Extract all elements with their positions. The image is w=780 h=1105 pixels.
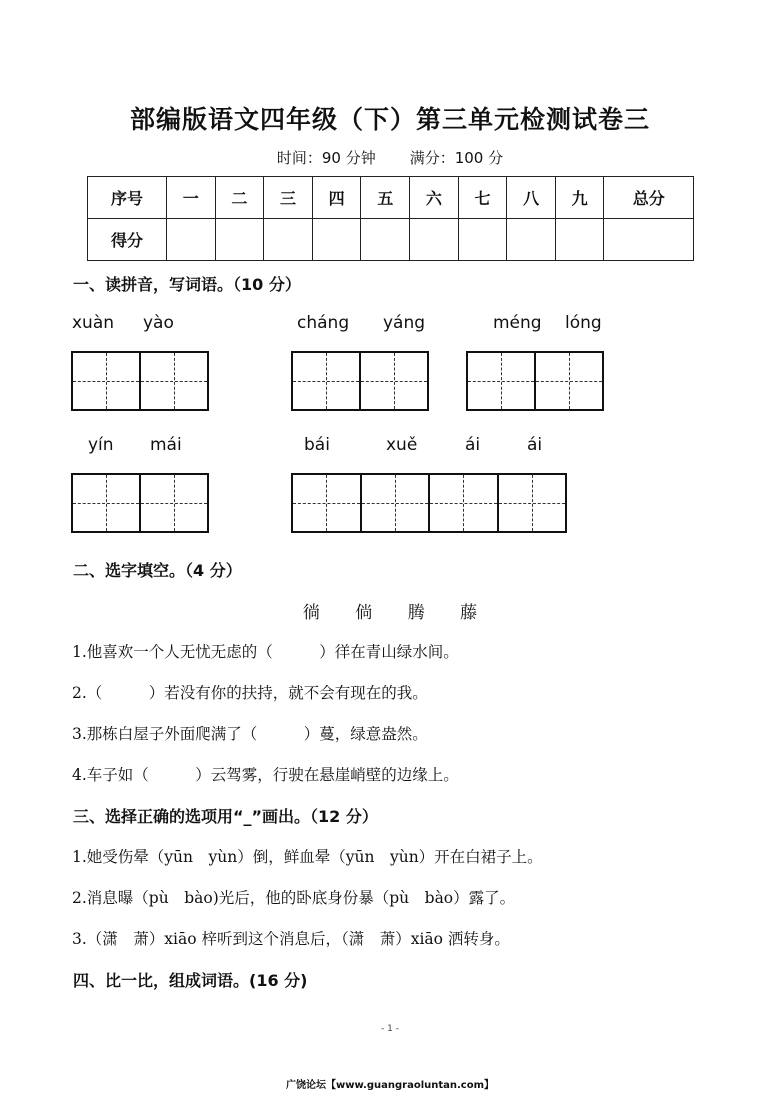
- full-score: 满分：100 分: [409, 149, 504, 167]
- section-1-heading: 一、读拼音，写词语。（10 分）: [73, 275, 301, 294]
- writing-grid[interactable]: [71, 351, 209, 411]
- grid-cell[interactable]: [428, 475, 497, 531]
- character-options: 徜 倘 腾 藤: [302, 603, 478, 623]
- score-header-cell: 一: [167, 177, 216, 219]
- score-header-cell: 总分: [604, 177, 694, 219]
- grid-cell[interactable]: [293, 475, 360, 531]
- pinyin: ái: [465, 435, 481, 455]
- grid-cell[interactable]: [293, 353, 359, 409]
- grid-cell[interactable]: [468, 353, 534, 409]
- section-2-heading: 二、选字填空。（4 分）: [73, 561, 242, 580]
- score-cell[interactable]: [312, 219, 361, 261]
- pinyin: méng: [493, 313, 542, 333]
- score-cell[interactable]: [167, 219, 216, 261]
- grid-cell[interactable]: [73, 475, 139, 531]
- pinyin: xuàn: [72, 313, 115, 333]
- grid-cell[interactable]: [360, 475, 429, 531]
- score-cell[interactable]: [507, 219, 556, 261]
- grid-cell[interactable]: [534, 353, 602, 409]
- pinyin: mái: [150, 435, 182, 455]
- section-4-heading: 四、比一比，组成词语。(16 分): [73, 971, 308, 990]
- question: 4.车子如（ ）云驾雾，行驶在悬崖峭壁的边缘上。: [72, 766, 459, 784]
- question: 2.（ ）若没有你的扶持，就不会有现在的我。: [72, 684, 428, 702]
- score-table-score-row: [88, 219, 694, 261]
- writing-grid[interactable]: [291, 351, 429, 411]
- pinyin: xuě: [386, 435, 418, 455]
- question: 3.（潇 萧）xiāo 梓听到这个消息后，（潇 萧）xiāo 洒转身。: [72, 930, 510, 948]
- question: 1.她受伤晕（yūn yùn）倒，鲜血晕（yūn yùn）开在白裙子上。: [72, 848, 543, 866]
- grid-cell[interactable]: [139, 353, 207, 409]
- score-header-cell: 四: [312, 177, 361, 219]
- writing-grid[interactable]: [291, 473, 567, 533]
- grid-cell[interactable]: [73, 353, 139, 409]
- score-cell[interactable]: [410, 219, 459, 261]
- score-header-cell: 序号: [88, 177, 167, 219]
- grid-cell[interactable]: [497, 475, 566, 531]
- writing-grid[interactable]: [466, 351, 604, 411]
- pinyin: ái: [527, 435, 543, 455]
- score-cell[interactable]: [555, 219, 604, 261]
- score-header-cell: 五: [361, 177, 410, 219]
- score-table-header-row: [88, 177, 694, 219]
- score-cell[interactable]: [458, 219, 507, 261]
- footer-watermark: 广饶论坛【www.guangraoluntan.com】: [285, 1080, 495, 1091]
- score-row-label: 得分: [88, 219, 167, 261]
- pinyin: yào: [143, 313, 174, 333]
- page-number: - 1 -: [381, 1024, 399, 1034]
- pinyin: yáng: [383, 313, 426, 333]
- writing-grid[interactable]: [71, 473, 209, 533]
- time-limit: 时间：90 分钟: [276, 149, 376, 167]
- score-cell[interactable]: [604, 219, 694, 261]
- pinyin: yín: [88, 435, 114, 455]
- score-header-cell: 七: [458, 177, 507, 219]
- grid-cell[interactable]: [139, 475, 207, 531]
- score-cell[interactable]: [361, 219, 410, 261]
- pinyin: cháng: [297, 313, 350, 333]
- question: 1.他喜欢一个人无忧无虑的（ ）徉在青山绿水间。: [72, 643, 459, 661]
- exam-info: [0, 147, 780, 168]
- section-3-heading: 三、选择正确的选项用“_”画出。（12 分）: [73, 807, 378, 826]
- score-cell[interactable]: [215, 219, 264, 261]
- score-cell[interactable]: [264, 219, 313, 261]
- question: 2.消息曝（pù bào)光后，他的卧底身份暴（pù bào）露了。: [72, 889, 516, 907]
- score-header-cell: 六: [410, 177, 459, 219]
- score-header-cell: 三: [264, 177, 313, 219]
- grid-cell[interactable]: [359, 353, 427, 409]
- score-table: [87, 176, 694, 261]
- page-title: 部编版语文四年级（下）第三单元检测试卷三: [129, 105, 650, 134]
- pinyin: lóng: [565, 313, 602, 333]
- pinyin: bái: [304, 435, 330, 455]
- question: 3.那栋白屋子外面爬满了（ ）蔓，绿意盎然。: [72, 725, 428, 743]
- score-header-cell: 八: [507, 177, 556, 219]
- score-header-cell: 九: [555, 177, 604, 219]
- score-header-cell: 二: [215, 177, 264, 219]
